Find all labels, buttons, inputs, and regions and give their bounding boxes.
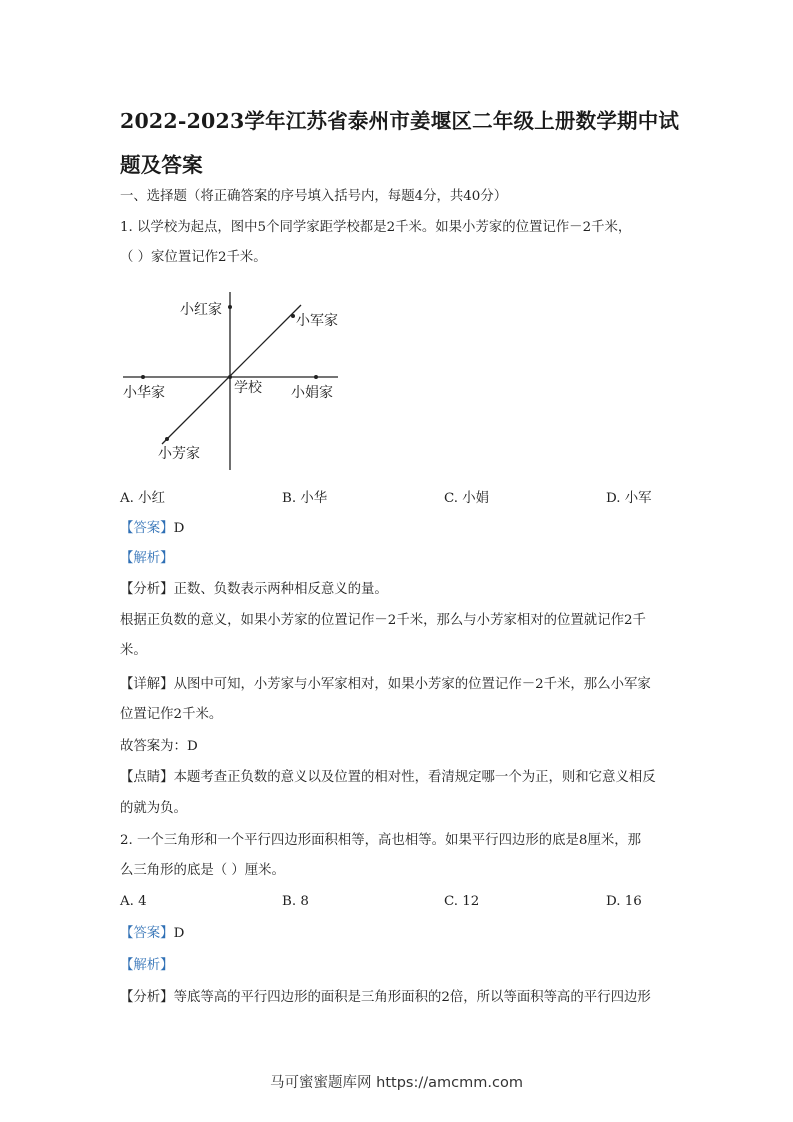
q1-answer-line bbox=[120, 520, 184, 538]
dianjing-text: 本题考查正负数的意义以及位置的相对性，看清规定哪一个为正，则和它意义相反 bbox=[173, 770, 656, 785]
q1-stem-continued: （ ）家位置记作2千米。 bbox=[120, 250, 267, 265]
q2-answer: D bbox=[173, 926, 185, 941]
xiaofang-point bbox=[165, 437, 169, 441]
detail-tag: 【详解】 bbox=[120, 677, 174, 692]
fenxi-text: 正数、负数表示两种相反意义的量。 bbox=[173, 582, 388, 597]
section-heading: 一、选择题（将正确答案的序号填入括号内，每题4分，共40分） bbox=[120, 189, 508, 204]
answer-tag: 【答案】 bbox=[120, 926, 174, 941]
detail-text: 从图中可知，小芳家与小军家相对，如果小芳家的位置记作－2千米，那么小军家 bbox=[173, 677, 651, 692]
fenxi-tag: 【分析】 bbox=[120, 582, 174, 597]
answer-tag: 【答案】 bbox=[120, 521, 174, 536]
xiaohua-point bbox=[141, 375, 145, 379]
school-point bbox=[228, 375, 232, 379]
label-school: 学校 bbox=[234, 380, 262, 396]
q1-position-diagram bbox=[118, 292, 348, 477]
diagonal-axis bbox=[162, 305, 301, 444]
q1-dianjing-continued: 的就为负。 bbox=[120, 801, 187, 816]
q1-detail-continued: 位置记作2千米。 bbox=[120, 707, 223, 722]
q1-fenxi bbox=[120, 581, 388, 599]
page-title-continued: 题及答案 bbox=[120, 153, 203, 177]
q2-stem-continued: 么三角形的底是（ ）厘米。 bbox=[120, 863, 285, 878]
q2-answer-line bbox=[120, 925, 184, 943]
fenxi-text: 等底等高的平行四边形的面积是三角形面积的2倍，所以等面积等高的平行四边形 bbox=[173, 990, 651, 1005]
q2-option-b: B. 8 bbox=[282, 894, 309, 909]
dianjing-tag: 【点睛】 bbox=[120, 770, 174, 785]
label-xiaojuan: 小娟家 bbox=[291, 385, 333, 401]
q1-option-a: A. 小红 bbox=[120, 491, 165, 506]
footer-watermark: 马可蜜蜜题库网 https://amcmm.com bbox=[270, 1075, 523, 1091]
q1-analysis-tag: 【解析】 bbox=[120, 551, 174, 566]
q2-stem: 2. 一个三角形和一个平行四边形面积相等，高也相等。如果平行四边形的底是8厘米，那 bbox=[120, 833, 642, 848]
q2-option-a: A. 4 bbox=[120, 894, 147, 909]
q1-answer: D bbox=[173, 521, 185, 536]
xiaojuan-point bbox=[314, 375, 318, 379]
label-xiaohong: 小红家 bbox=[180, 302, 222, 318]
q1-para: 根据正负数的意义，如果小芳家的位置记作－2千米，那么与小芳家相对的位置就记作2千 bbox=[120, 613, 646, 628]
q1-para-continued: 米。 bbox=[120, 643, 147, 658]
q2-fenxi bbox=[120, 989, 651, 1007]
xiaojun-point bbox=[291, 314, 295, 318]
q1-option-d: D. 小军 bbox=[606, 491, 652, 506]
q1-option-b: B. 小华 bbox=[282, 491, 328, 506]
xiaohong-point bbox=[228, 305, 232, 309]
page-title: 2022-2023学年江苏省泰州市姜堰区二年级上册数学期中试 bbox=[120, 109, 680, 133]
q2-option-d: D. 16 bbox=[606, 894, 642, 909]
q1-detail bbox=[120, 676, 651, 694]
q2-analysis-tag: 【解析】 bbox=[120, 958, 174, 973]
q1-conclusion: 故答案为：D bbox=[120, 739, 198, 754]
label-xiaofang: 小芳家 bbox=[158, 446, 200, 462]
q1-stem: 1. 以学校为起点，图中5个同学家距学校都是2千米。如果小芳家的位置记作－2千米， bbox=[120, 220, 632, 235]
q2-option-c: C. 12 bbox=[444, 894, 480, 909]
fenxi-tag: 【分析】 bbox=[120, 990, 174, 1005]
q1-dianjing bbox=[120, 769, 656, 787]
q1-option-c: C. 小娟 bbox=[444, 491, 490, 506]
label-xiaojun: 小军家 bbox=[296, 313, 338, 329]
label-xiaohua: 小华家 bbox=[123, 385, 165, 401]
